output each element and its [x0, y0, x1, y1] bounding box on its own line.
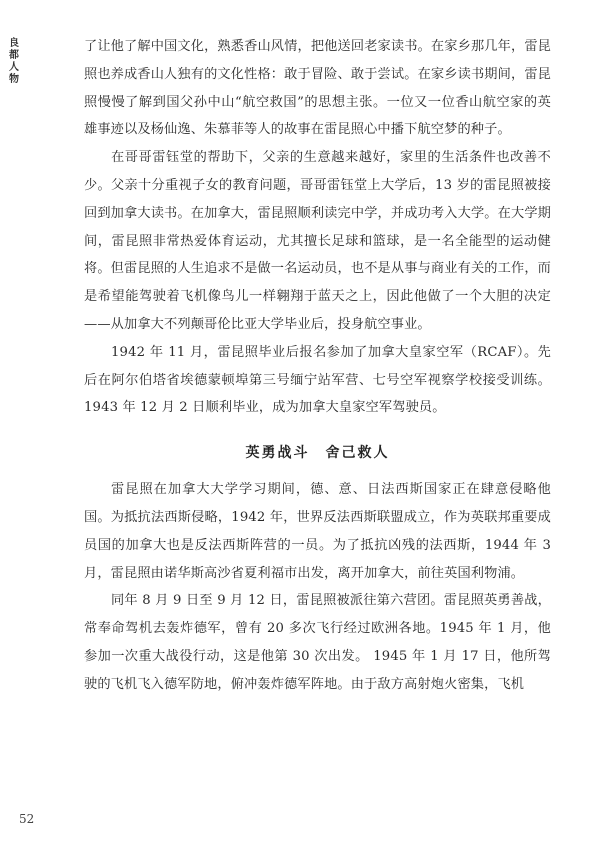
- page-body: [84, 33, 551, 699]
- body-paragraph: 同年 8 月 9 日至 9 月 12 日，雷昆照被派往第六营团。雷昆照英勇善战，常奉命驾机去轰炸德军，曾有 20 多次飞行经过欧洲各地。1945 年 1 月，他参加一次重大战役行动，这是他第 30 次出发。 1945 年 1 月 17 日，他所驾驶的飞机飞入德军防地，俯冲轰炸德军阵地。由于敌方高射炮火密集，飞机: [84, 593, 551, 692]
- page-number: 52: [19, 812, 35, 826]
- body-paragraph: 雷昆照在加拿大大学学习期间，德、意、日法西斯国家正在肆意侵略他国。为抵抗法西斯侵略，1942 年，世界反法西斯联盟成立，作为英联邦重要成员国的加拿大也是反法西斯阵营的一员。为了抵抗凶残的法西斯，1944 年 3 月，雷昆照由诺华斯高沙省夏利福市出发，离开加拿大，前往英国利物浦。: [84, 482, 551, 581]
- section-heading: 英勇战斗 舍己救人: [245, 445, 390, 462]
- body-paragraph: 了让他了解中国文化，熟悉香山风情，把他送回老家读书。在家乡那几年，雷昆照也养成香山人独有的文化性格：敢于冒险、敢于尝试。在家乡读书期间，雷昆照慢慢了解到国父孙中山“航空救国”的思想主张。一位又一位香山航空家的英雄事迹以及杨仙逸、朱慕菲等人的故事在雷昆照心中播下航空梦的种子。: [84, 39, 551, 138]
- body-paragraph: 1942 年 11 月，雷昆照毕业后报名参加了加拿大皇家空军（RCAF）。先后在阿尔伯塔省埃德蒙顿埠第三号缅宁站军营、七号空军视察学校接受训练。1943 年 12 月 2 日顺利毕业，成为加拿大皇家空军驾驶员。: [84, 344, 551, 416]
- body-paragraph: 在哥哥雷钰堂的帮助下，父亲的生意越来越好，家里的生活条件也改善不少。父亲十分重视子女的教育问题，哥哥雷钰堂上大学后，13 岁的雷昆照被接回到加拿大读书。在加拿大，雷昆照顺利读完中学，并成功考入大学。在大学期间，雷昆照非常热爱体育运动，尤其擅长足球和篮球，是一名全能型的运动健将。但雷昆照的人生追求不是做一名运动员，也不是从事与商业有关的工作，而是希望能驾驶着飞机像鸟儿一样翱翔于蓝天之上，因此他做了一个大胆的决定——从加拿大不列颠哥伦比亚大学毕业后，投身航空事业。: [84, 150, 551, 332]
- running-header-label: 良都人物: [9, 38, 19, 85]
